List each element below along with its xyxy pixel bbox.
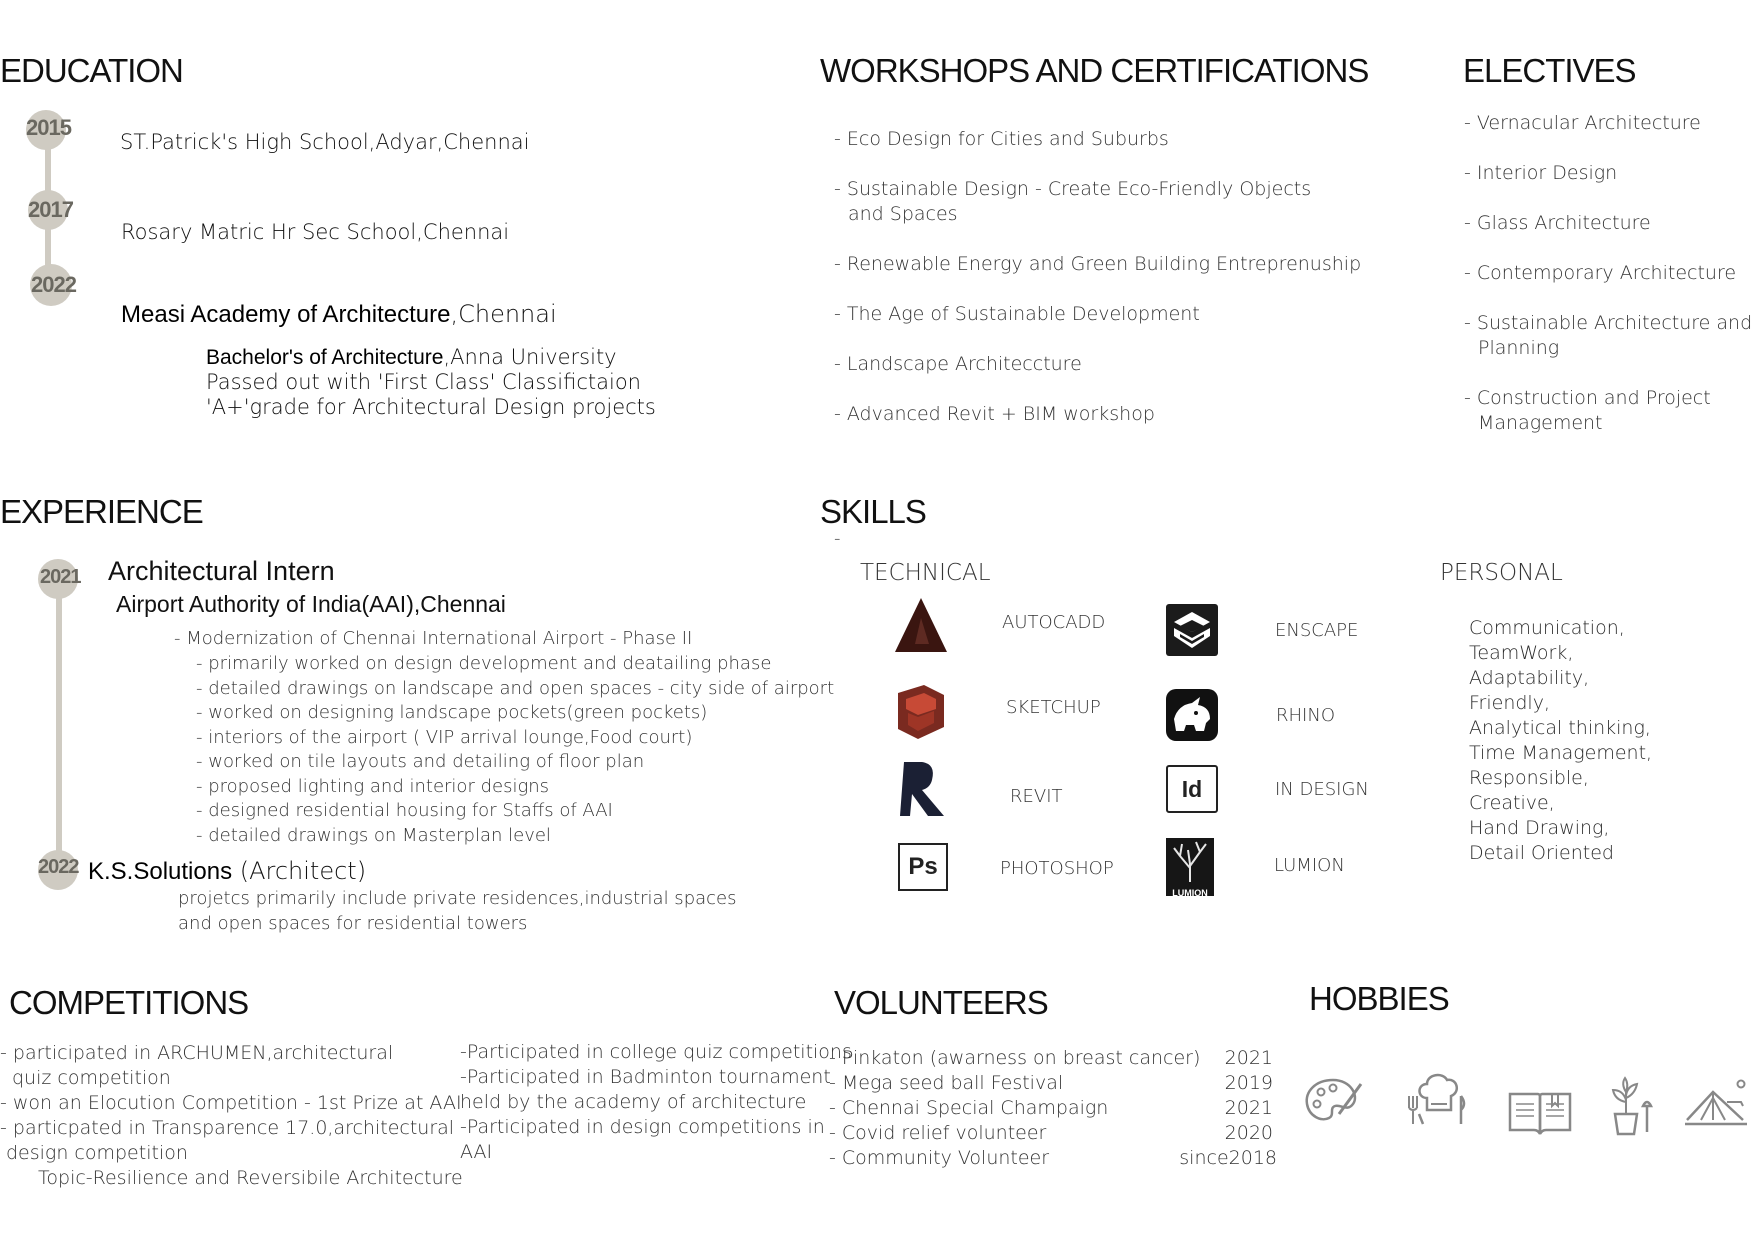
volunteer-label: - Mega seed ball Festival	[829, 1072, 1064, 1094]
school-name: ST.Patrick's High School,Adyar,Chennai	[120, 130, 530, 154]
volunteer-year: 2021	[1224, 1047, 1273, 1069]
personal-skill: TeamWork,	[1469, 642, 1574, 664]
volunteer-year: 2021	[1224, 1097, 1273, 1119]
experience-year: 2021	[40, 566, 81, 588]
volunteer-label: - Chennai Special Champaign	[829, 1097, 1109, 1119]
elective-item: - Glass Architecture	[1464, 212, 1651, 234]
elective-item: - Construction and Project	[1464, 387, 1711, 409]
degree-grade: 'A+'grade for Architectural Design projects	[206, 395, 656, 419]
camping-icon	[1683, 1078, 1749, 1130]
volunteer-label: - Community Volunteer	[829, 1147, 1050, 1169]
job-role: Architectural Intern	[108, 556, 335, 586]
volunteer-row	[829, 1096, 1277, 1121]
skill-revit: REVIT	[1010, 786, 1063, 807]
enscape-icon	[1166, 604, 1218, 656]
competitions-col1	[0, 1041, 463, 1191]
workshop-item: - Advanced Revit + BIM workshop	[834, 403, 1155, 425]
technical-label: TECHNICAL	[860, 560, 991, 586]
firm-description-line: projetcs primarily include private residences,industrial spaces	[178, 888, 737, 909]
skill-enscape: ENSCAPE	[1275, 620, 1359, 641]
volunteer-year: 2019	[1224, 1072, 1273, 1094]
gardening-icon	[1607, 1076, 1653, 1138]
degree-bold: Bachelor's of Architecture	[206, 346, 444, 369]
degree-class: Passed out with 'First Class' Classifictaion	[206, 370, 641, 394]
skill-rhino: RHINO	[1276, 705, 1335, 726]
skill-indesign: IN DESIGN	[1275, 779, 1369, 800]
elective-item: - Sustainable Architecture and	[1464, 312, 1753, 334]
education-heading: EDUCATION	[0, 52, 183, 89]
college-name-bold: Measi Academy of Architecture	[121, 301, 451, 328]
workshops-heading: WORKSHOPS AND CERTIFICATIONS	[820, 52, 1369, 89]
education-year: 2022	[31, 272, 76, 297]
volunteer-label: - Covid relief volunteer	[829, 1122, 1047, 1144]
volunteer-label: - Pinkaton (awarness on breast cancer)	[829, 1047, 1201, 1069]
photoshop-icon	[898, 843, 948, 891]
revit-icon	[898, 760, 948, 818]
competition-item: Topic-Resilience and Reversibile Architecture	[38, 1167, 463, 1189]
college-name	[121, 300, 557, 329]
experience-timeline	[56, 570, 62, 860]
personal-skills-list	[1469, 616, 1652, 866]
elective-item: - Interior Design	[1464, 162, 1618, 184]
project-point: - designed residential housing for Staffs of AAI	[196, 800, 613, 821]
reading-icon	[1508, 1092, 1572, 1136]
project-point: - worked on designing landscape pockets(green pockets)	[196, 702, 708, 723]
competition-item: held by the academy of architecture	[460, 1091, 807, 1113]
project-point: - detailed drawings on landscape and open spaces - city side of airport	[196, 677, 835, 699]
electives-heading: ELECTIVES	[1463, 52, 1636, 89]
competition-item: - particpated in Transparence 17.0,architectural	[0, 1117, 455, 1139]
degree-details	[206, 345, 656, 420]
autocad-icon	[893, 596, 949, 654]
experience-year: 2022	[38, 856, 79, 878]
firm-line	[88, 857, 366, 886]
sketchup-icon	[894, 683, 948, 741]
personal-label: PERSONAL	[1440, 560, 1563, 586]
project-point: - primarily worked on design development and deatailing phase	[196, 653, 772, 674]
personal-skill: Responsible,	[1469, 767, 1589, 789]
competition-item: - participated in ARCHUMEN,architectural	[0, 1042, 394, 1064]
workshop-item: - Eco Design for Cities and Suburbs	[834, 128, 1169, 150]
indesign-glyph: Id	[1181, 775, 1203, 802]
college-city: ,Chennai	[450, 300, 557, 328]
volunteer-row	[829, 1121, 1277, 1146]
volunteers-list	[829, 1046, 1277, 1171]
competitions-col2	[460, 1040, 852, 1165]
education-year: 2017	[28, 197, 73, 222]
firm-description-line: and open spaces for residential towers	[178, 913, 528, 934]
workshop-item: - Renewable Energy and Green Building Entreprenuship	[834, 253, 1362, 275]
competition-item: - won an Elocution Competition - 1st Prize at AAI	[0, 1092, 462, 1114]
skill-lumion: LUMION	[1274, 855, 1345, 876]
volunteers-heading: VOLUNTEERS	[834, 984, 1048, 1021]
school-name: Rosary Matric Hr Sec School,Chennai	[121, 220, 510, 244]
skill-autocad: AUTOCADD	[1002, 612, 1106, 633]
elective-item: - Contemporary Architecture	[1464, 262, 1737, 284]
workshop-item: - Landscape Architeccture	[834, 353, 1082, 375]
competition-item: quiz competition	[12, 1067, 171, 1089]
volunteer-row	[829, 1071, 1277, 1096]
cooking-icon	[1405, 1068, 1469, 1126]
volunteer-row	[829, 1046, 1277, 1071]
workshop-item: and Spaces	[848, 203, 958, 225]
personal-skill: Adaptability,	[1469, 667, 1590, 689]
project-points	[196, 652, 834, 848]
competition-item: -Participated in design competitions in	[460, 1116, 825, 1138]
personal-skill: Analytical thinking,	[1469, 717, 1651, 739]
personal-skill: Detail Oriented	[1469, 842, 1614, 864]
competition-item: -Participated in Badminton tournament	[460, 1066, 831, 1088]
competition-item: design competition	[6, 1142, 188, 1164]
competition-item: AAI	[460, 1141, 493, 1163]
lumion-tree-graphic	[1166, 838, 1214, 884]
skill-sketchup: SKETCHUP	[1006, 697, 1101, 718]
personal-skill: Creative,	[1469, 792, 1555, 814]
education-year: 2015	[26, 115, 71, 140]
lumion-glyph: LUMION	[1172, 888, 1208, 898]
competition-item: -Participated in college quiz competitions	[460, 1041, 852, 1063]
skills-dash: -	[834, 528, 841, 549]
volunteer-year: 2020	[1224, 1122, 1273, 1144]
volunteer-row	[829, 1146, 1277, 1171]
project-point: - detailed drawings on Masterplan level	[196, 824, 551, 846]
experience-heading: EXPERIENCE	[0, 493, 203, 530]
competitions-heading: COMPETITIONS	[9, 984, 249, 1021]
personal-skill: Friendly,	[1469, 692, 1550, 714]
painting-icon	[1303, 1076, 1363, 1126]
firm-role: (Architect)	[232, 857, 367, 885]
firm-name: K.S.Solutions	[88, 858, 233, 885]
workshop-item: - Sustainable Design - Create Eco-Friendly Objects	[834, 178, 1312, 200]
rhino-icon	[1166, 689, 1218, 741]
personal-skill: Hand Drawing,	[1469, 817, 1610, 839]
elective-item: Management	[1478, 412, 1603, 434]
lumion-icon	[1166, 838, 1214, 896]
firm-description	[178, 886, 737, 936]
volunteer-year: since2018	[1179, 1147, 1277, 1169]
indesign-icon	[1166, 765, 1218, 813]
skills-heading: SKILLS	[820, 493, 926, 530]
workshop-item: - The Age of Sustainable Development	[834, 303, 1200, 325]
elective-item: Planning	[1478, 337, 1560, 359]
project-title: - Modernization of Chennai International Airport - Phase II	[174, 628, 693, 649]
project-point: - proposed lighting and interior designs	[196, 775, 550, 797]
photoshop-glyph: Ps	[908, 853, 938, 880]
skill-photoshop: PHOTOSHOP	[1000, 858, 1114, 879]
elective-item: - Vernacular Architecture	[1464, 112, 1701, 134]
job-organization: Airport Authority of India(AAI),Chennai	[116, 591, 506, 617]
project-point: - worked on tile layouts and detailing of floor plan	[196, 751, 645, 772]
hobbies-heading: HOBBIES	[1309, 980, 1449, 1017]
project-point: - interiors of the airport ( VIP arrival lounge,Food court)	[196, 726, 693, 748]
degree-university: ,Anna University	[443, 345, 617, 369]
personal-skill: Time Management,	[1469, 742, 1653, 764]
personal-skill: Communication,	[1469, 617, 1625, 639]
